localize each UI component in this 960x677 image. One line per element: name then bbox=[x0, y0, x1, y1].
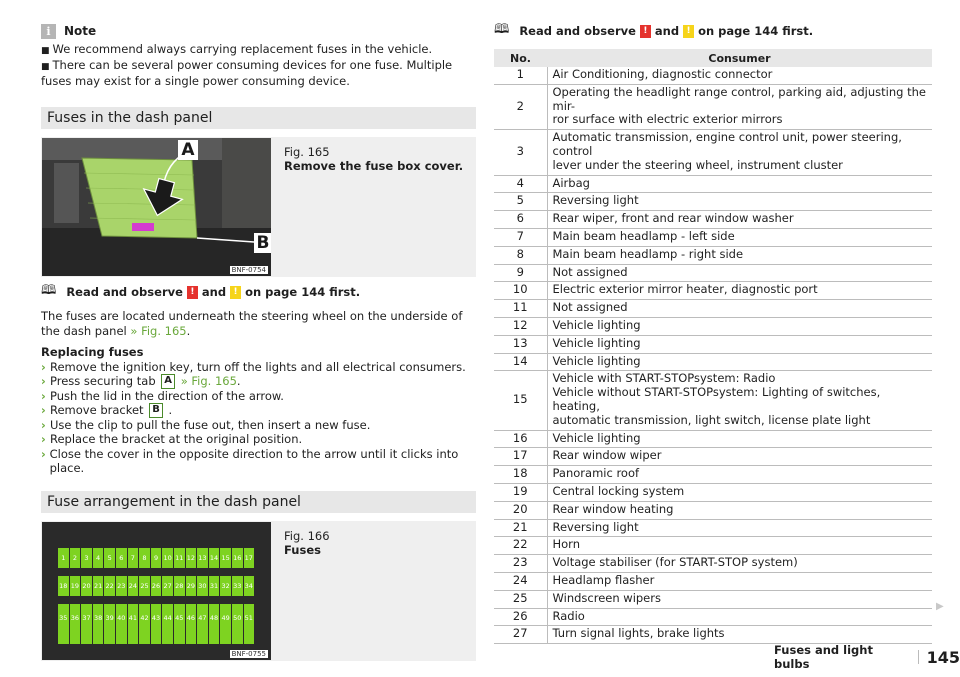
consumer-line: Airbag bbox=[552, 175, 590, 190]
consumer-cell bbox=[547, 84, 932, 129]
consumer-line: Reversing light bbox=[552, 519, 639, 534]
consumer-line: Automatic transmission, engine control unit, power steering, control bbox=[552, 130, 902, 158]
table-row bbox=[494, 626, 932, 644]
table-row bbox=[494, 483, 932, 501]
fuse-slot: 10 bbox=[162, 548, 173, 568]
table-row bbox=[494, 572, 932, 590]
consumer-cell bbox=[547, 483, 932, 501]
consumer-line: Windscreen wipers bbox=[552, 590, 661, 605]
tab-label-a: A bbox=[161, 374, 175, 389]
consumer-cell bbox=[547, 175, 932, 193]
fuse-number-cell: 5 bbox=[494, 193, 547, 211]
consumer-cell bbox=[547, 193, 932, 211]
step-item: › Replace the bracket at the original position. bbox=[41, 432, 303, 446]
table-row bbox=[494, 246, 932, 264]
fuse-number-cell: 4 bbox=[494, 175, 547, 193]
fuse-slot: 39 bbox=[104, 604, 115, 644]
consumer-line: Air Conditioning, diagnostic connector bbox=[552, 67, 773, 81]
fuse-slot: 2 bbox=[70, 548, 81, 568]
fuse-number-cell: 18 bbox=[494, 466, 547, 484]
consumer-cell bbox=[547, 353, 932, 371]
consumer-line: Main beam headlamp - left side bbox=[552, 228, 735, 243]
fuse-number-cell: 8 bbox=[494, 246, 547, 264]
consumer-line: Rear wiper, front and rear window washer bbox=[552, 211, 794, 226]
intro-paragraph: The fuses are located underneath the steering wheel on the underside of the dash panel » Fig. 165. bbox=[41, 309, 463, 338]
step-item: › Press securing tab A » Fig. 165 . bbox=[41, 374, 241, 388]
table-row bbox=[494, 228, 932, 246]
table-row bbox=[494, 555, 932, 573]
fuse-slot: 33 bbox=[232, 576, 243, 596]
book-icon: 🕮 bbox=[494, 22, 510, 37]
note-header bbox=[41, 22, 476, 40]
consumer-cell bbox=[547, 371, 932, 430]
fuse-number-cell: 11 bbox=[494, 300, 547, 318]
fuse-number-cell: 25 bbox=[494, 590, 547, 608]
section-heading-fuses-dash: Fuses in the dash panel bbox=[41, 107, 476, 129]
figure-number: Fig. 165 bbox=[284, 145, 330, 159]
consumer-line: Rear window wiper bbox=[552, 448, 662, 463]
fuse-number-cell: 2 bbox=[494, 84, 547, 129]
consumer-cell bbox=[547, 430, 932, 448]
consumer-cell bbox=[547, 246, 932, 264]
consumer-cell bbox=[547, 211, 932, 229]
consumer-cell bbox=[547, 130, 932, 175]
fuse-slot: 46 bbox=[186, 604, 197, 644]
fuse-grid bbox=[58, 548, 256, 644]
consumer-cell bbox=[547, 626, 932, 644]
figure-code: BNF-0755 bbox=[231, 649, 266, 658]
table-row bbox=[494, 466, 932, 484]
consumer-line: Panoramic roof bbox=[552, 466, 640, 481]
consumer-line: Vehicle lighting bbox=[552, 335, 641, 350]
fuse-number-cell: 7 bbox=[494, 228, 547, 246]
fuse-slot: 34 bbox=[244, 576, 255, 596]
consumer-line: ror surface with electric exterior mirrors bbox=[552, 112, 783, 127]
continue-arrow-icon: ▶ bbox=[936, 601, 944, 612]
fuse-slot: 11 bbox=[174, 548, 185, 568]
footer-title: Fuses and light bulbs bbox=[774, 643, 873, 671]
figure-title: Fuses bbox=[284, 542, 321, 557]
table-row bbox=[494, 300, 932, 318]
fuse-table bbox=[494, 49, 932, 644]
warning-yellow-icon: ! bbox=[683, 25, 694, 38]
table-row bbox=[494, 430, 932, 448]
fuse-slot: 43 bbox=[151, 604, 162, 644]
right-column bbox=[494, 22, 932, 644]
table-row bbox=[494, 67, 932, 84]
fuse-slot: 14 bbox=[209, 548, 220, 568]
warning-red-icon: ! bbox=[187, 286, 198, 299]
figure-number: Fig. 166 bbox=[284, 528, 330, 543]
table-row bbox=[494, 519, 932, 537]
fuse-slot: 23 bbox=[116, 576, 127, 596]
fuse-number-cell: 24 bbox=[494, 572, 547, 590]
fuse-cover-illustration bbox=[42, 138, 271, 276]
fuse-slot: 17 bbox=[244, 548, 255, 568]
fuse-slot: 51 bbox=[244, 604, 255, 644]
fuse-number-cell: 15 bbox=[494, 371, 547, 430]
note-item: ■ There can be several power consuming devices for one fuse. Multiple fuses may exist for a single power consuming device. bbox=[41, 58, 453, 88]
consumer-line: Central locking system bbox=[552, 483, 685, 498]
fuse-slot: 4 bbox=[93, 548, 104, 568]
fuse-slot: 12 bbox=[186, 548, 197, 568]
column-header-no: No. bbox=[494, 49, 547, 67]
fuse-slot: 49 bbox=[220, 604, 231, 644]
fuse-number-cell: 14 bbox=[494, 353, 547, 371]
figure-166 bbox=[41, 521, 476, 661]
table-row bbox=[494, 175, 932, 193]
read-observe-line: 🕮 Read and observe ! and ! on page 144 first. bbox=[494, 22, 932, 40]
read-observe-line: 🕮 Read and observe ! and ! on page 144 first. bbox=[41, 283, 476, 301]
consumer-cell bbox=[547, 448, 932, 466]
table-row bbox=[494, 590, 932, 608]
consumer-line: Horn bbox=[552, 537, 580, 552]
table-row bbox=[494, 371, 932, 430]
consumer-line: Operating the headlight range control, parking aid, adjusting the mir- bbox=[552, 84, 926, 113]
consumer-line: Vehicle without START-STOPsystem: Lighting of switches, heating, bbox=[552, 385, 881, 413]
consumer-cell bbox=[547, 264, 932, 282]
fig-reference-link[interactable]: » Fig. 165 bbox=[130, 323, 187, 338]
consumer-line: Not assigned bbox=[552, 264, 628, 279]
fuse-slot: 47 bbox=[197, 604, 208, 644]
fuse-slot: 35 bbox=[58, 604, 69, 644]
consumer-line: Vehicle lighting bbox=[552, 430, 641, 445]
consumer-line: Reversing light bbox=[552, 193, 639, 208]
label-a: A bbox=[178, 140, 198, 160]
fuse-slot: 3 bbox=[81, 548, 92, 568]
fuse-number-cell: 9 bbox=[494, 264, 547, 282]
table-row bbox=[494, 130, 932, 175]
fuse-slot: 1 bbox=[58, 548, 69, 568]
consumer-line: Main beam headlamp - right side bbox=[552, 246, 744, 261]
table-row bbox=[494, 264, 932, 282]
consumer-cell bbox=[547, 317, 932, 335]
table-row bbox=[494, 282, 932, 300]
consumer-cell bbox=[547, 572, 932, 590]
tab-label-b: B bbox=[149, 403, 163, 418]
fuse-slot: 30 bbox=[197, 576, 208, 596]
fuse-row bbox=[58, 548, 256, 568]
footer-divider bbox=[918, 650, 919, 664]
table-row bbox=[494, 211, 932, 229]
steps-list bbox=[41, 360, 476, 476]
fuse-slot: 32 bbox=[220, 576, 231, 596]
warning-yellow-icon: ! bbox=[230, 286, 241, 299]
consumer-cell bbox=[547, 466, 932, 484]
fuse-slot: 6 bbox=[116, 548, 127, 568]
consumer-line: Not assigned bbox=[552, 300, 628, 315]
page-footer bbox=[774, 643, 960, 671]
consumer-line: Voltage stabiliser (for START-STOP system) bbox=[552, 555, 798, 570]
table-row bbox=[494, 501, 932, 519]
consumer-line: lever under the steering wheel, instrument cluster bbox=[552, 157, 843, 172]
consumer-cell bbox=[547, 608, 932, 626]
consumer-cell bbox=[547, 519, 932, 537]
figure-165 bbox=[41, 137, 476, 277]
fuse-slot: 45 bbox=[174, 604, 185, 644]
fuse-cover-photo bbox=[42, 138, 271, 276]
consumer-cell bbox=[547, 537, 932, 555]
fuse-slot: 8 bbox=[139, 548, 150, 568]
fuse-number-cell: 1 bbox=[494, 67, 547, 84]
note-title: Note bbox=[64, 24, 97, 38]
fuse-number-cell: 19 bbox=[494, 483, 547, 501]
fuse-slot: 48 bbox=[209, 604, 220, 644]
fuse-slot: 42 bbox=[139, 604, 150, 644]
figure-caption bbox=[272, 521, 330, 661]
step-item: › Push the lid in the direction of the arrow. bbox=[41, 388, 284, 403]
consumer-cell bbox=[547, 590, 932, 608]
consumer-cell bbox=[547, 300, 932, 318]
fuse-number-cell: 26 bbox=[494, 608, 547, 626]
table-row bbox=[494, 193, 932, 211]
fuse-number-cell: 20 bbox=[494, 501, 547, 519]
fuse-number-cell: 17 bbox=[494, 448, 547, 466]
fuse-slot: 20 bbox=[81, 576, 92, 596]
fuse-number-cell: 23 bbox=[494, 555, 547, 573]
step-item: › Use the clip to pull the fuse out, then insert a new fuse. bbox=[41, 417, 371, 432]
consumer-cell bbox=[547, 335, 932, 353]
info-icon: i bbox=[41, 24, 56, 39]
consumer-cell bbox=[547, 228, 932, 246]
fuse-row bbox=[58, 576, 256, 596]
fuse-slot: 24 bbox=[128, 576, 139, 596]
fuse-number-cell: 22 bbox=[494, 537, 547, 555]
fuse-slot: 16 bbox=[232, 548, 243, 568]
fuse-number-cell: 12 bbox=[494, 317, 547, 335]
replacing-title: Replacing fuses bbox=[41, 345, 144, 359]
fuse-slot: 26 bbox=[151, 576, 162, 596]
fuse-slot: 40 bbox=[116, 604, 127, 644]
page-number: 145 bbox=[926, 647, 960, 667]
fuse-table-body bbox=[494, 67, 932, 644]
step-item: › Close the cover in the opposite direction to the arrow until it clicks into place. bbox=[41, 446, 459, 475]
fuse-slot: 21 bbox=[93, 576, 104, 596]
fuse-number-cell: 13 bbox=[494, 335, 547, 353]
fuse-number-cell: 3 bbox=[494, 130, 547, 175]
fuse-slot: 18 bbox=[58, 576, 69, 596]
consumer-line: Vehicle lighting bbox=[552, 317, 641, 332]
fuse-layout-photo bbox=[42, 522, 271, 660]
fuse-slot: 19 bbox=[70, 576, 81, 596]
fuse-slot: 25 bbox=[139, 576, 150, 596]
fuse-slot: 5 bbox=[104, 548, 115, 568]
consumer-cell bbox=[547, 282, 932, 300]
fuse-row bbox=[58, 604, 256, 644]
table-row bbox=[494, 537, 932, 555]
figure-caption bbox=[272, 137, 463, 277]
table-header-row bbox=[494, 49, 932, 67]
fuse-slot: 7 bbox=[128, 548, 139, 568]
fuse-slot: 44 bbox=[162, 604, 173, 644]
table-row bbox=[494, 84, 932, 129]
fuse-slot: 9 bbox=[151, 548, 162, 568]
consumer-cell bbox=[547, 555, 932, 573]
fuse-number-cell: 21 bbox=[494, 519, 547, 537]
step-item: › Remove the ignition key, turn off the lights and all electrical consumers. bbox=[41, 359, 466, 374]
fuse-slot: 36 bbox=[70, 604, 81, 644]
figure-code: BNF-0754 bbox=[231, 266, 266, 274]
fuse-number-cell: 16 bbox=[494, 430, 547, 448]
fuse-slot: 50 bbox=[232, 604, 243, 644]
consumer-line: Turn signal lights, brake lights bbox=[552, 626, 725, 641]
column-header-consumer: Consumer bbox=[547, 49, 932, 67]
table-row bbox=[494, 317, 932, 335]
consumer-line: Radio bbox=[552, 608, 585, 623]
table-row bbox=[494, 335, 932, 353]
consumer-cell bbox=[547, 67, 932, 84]
fuse-slot: 41 bbox=[128, 604, 139, 644]
fuse-number-cell: 27 bbox=[494, 626, 547, 644]
warning-red-icon: ! bbox=[640, 25, 651, 38]
fuse-slot: 27 bbox=[162, 576, 173, 596]
consumer-line: Vehicle lighting bbox=[552, 353, 641, 368]
consumer-line: Rear window heating bbox=[552, 501, 674, 516]
fuse-slot: 37 bbox=[81, 604, 92, 644]
consumer-line: Headlamp flasher bbox=[552, 572, 655, 587]
left-column bbox=[41, 22, 476, 661]
consumer-line: Electric exterior mirror heater, diagnostic port bbox=[552, 282, 818, 297]
section-heading-fuse-arrangement: Fuse arrangement in the dash panel bbox=[41, 491, 476, 513]
label-b: B bbox=[254, 233, 271, 253]
table-row bbox=[494, 353, 932, 371]
fuse-number-cell: 6 bbox=[494, 211, 547, 229]
fuse-slot: 31 bbox=[209, 576, 220, 596]
fuse-slot: 13 bbox=[197, 548, 208, 568]
fuse-slot: 22 bbox=[104, 576, 115, 596]
fuse-slot: 28 bbox=[174, 576, 185, 596]
fuse-slot: 29 bbox=[186, 576, 197, 596]
note-item: ■ We recommend always carrying replacement fuses in the vehicle. bbox=[41, 42, 433, 56]
consumer-line: Vehicle with START-STOPsystem: Radio bbox=[552, 371, 776, 386]
figure-title: Remove the fuse box cover. bbox=[284, 159, 464, 173]
step-item: › Remove bracket B . bbox=[41, 403, 173, 417]
consumer-cell bbox=[547, 501, 932, 519]
book-icon: 🕮 bbox=[41, 283, 57, 298]
consumer-line: automatic transmission, light switch, license plate light bbox=[552, 412, 871, 427]
table-row bbox=[494, 448, 932, 466]
fuse-slot: 15 bbox=[220, 548, 231, 568]
fig-reference-link[interactable]: » Fig. 165 bbox=[180, 374, 237, 388]
table-row bbox=[494, 608, 932, 626]
fuse-number-cell: 10 bbox=[494, 282, 547, 300]
fuse-slot: 38 bbox=[93, 604, 104, 644]
